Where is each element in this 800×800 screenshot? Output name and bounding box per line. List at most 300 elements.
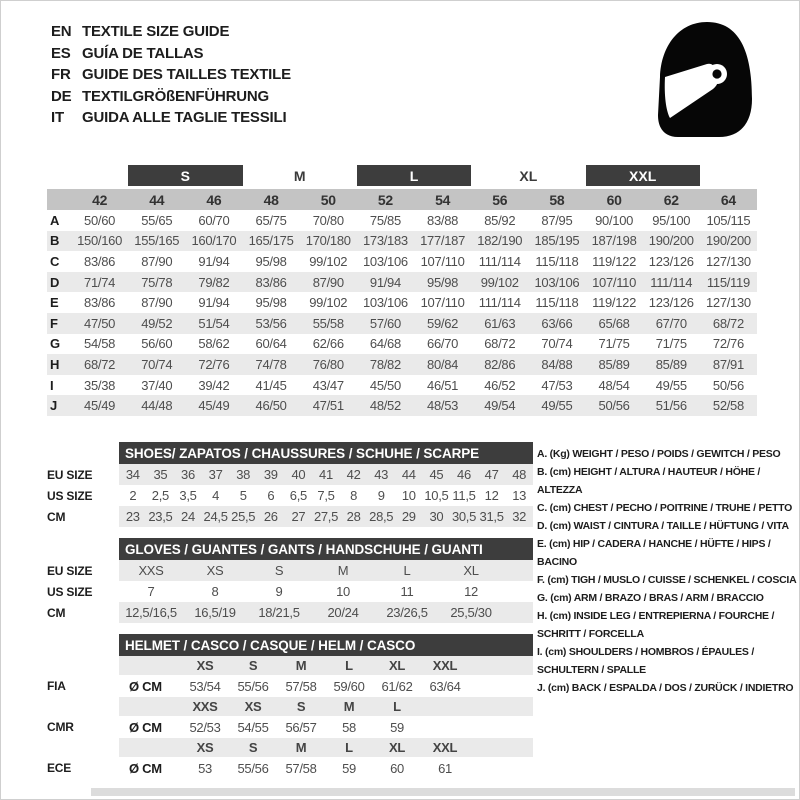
textile-rows [47, 210, 757, 416]
value-cell: 45/49 [198, 398, 230, 414]
value-cell: 72/76 [712, 336, 744, 352]
row-label-spacer [47, 656, 119, 675]
value-cell: 123/126 [648, 253, 694, 269]
value-cell: 57/60 [369, 315, 401, 331]
value-cell: 190/200 [705, 233, 751, 249]
value-cell: 187/198 [591, 233, 637, 249]
value-cell: 58/62 [198, 336, 230, 352]
helmet-sizes [119, 656, 533, 675]
value-cell: 9 [377, 488, 385, 503]
helmet-size-cell: XS [196, 740, 214, 755]
value-cell: 23/26,5 [386, 605, 428, 620]
helmet-size-cell: XL [388, 658, 405, 673]
language-row [51, 64, 291, 86]
value-cell: 31,5 [479, 509, 504, 524]
size-header-cell: 56 [492, 191, 508, 208]
size-header-cell: 50 [320, 191, 336, 208]
shoes-section [47, 442, 533, 527]
row-letter: J [50, 398, 57, 414]
value-cell: 50/56 [712, 377, 744, 393]
value-cell: 11,5 [452, 488, 476, 503]
legend-item: B. (cm) HEIGHT / ALTURA / HAUTEUR / HÖHE / ALTEZZA [537, 466, 761, 496]
value-cell: 65/75 [255, 212, 287, 228]
helmet-size-cell: XS [196, 658, 214, 673]
value-cell: 16,5/19 [194, 605, 236, 620]
helmet-value-cell: 59/60 [333, 678, 365, 694]
helmet-size-row [47, 656, 533, 675]
helmet-size-cell: S [248, 740, 258, 755]
size-group-label: XXL [586, 165, 700, 186]
value-cell: 35/38 [84, 377, 116, 393]
value-cell: 107/110 [420, 253, 465, 269]
row-values [119, 485, 533, 506]
legend-item: E. (cm) HIP / CADERA / HANCHE / HÜFTE / HIPS / BACINO [537, 538, 771, 568]
language-row [51, 107, 291, 129]
value-cell: 4 [212, 488, 220, 503]
value-cell: 38 [236, 467, 251, 482]
language-label: TEXTILE SIZE GUIDE [82, 23, 230, 41]
helmet-values [119, 757, 533, 779]
helmet-section [47, 634, 533, 779]
row-letter: F [50, 315, 58, 331]
value-cell: 44 [401, 467, 416, 482]
value-cell: 71/75 [598, 336, 630, 352]
value-cell: 43 [374, 467, 389, 482]
value-cell: 24,5 [203, 509, 228, 524]
language-label: TEXTILGRÖßENFÜHRUNG [82, 87, 270, 105]
value-cell: 87/91 [712, 356, 744, 372]
value-cell: 27,5 [313, 509, 339, 524]
helmet-size-cell: XXL [432, 740, 458, 755]
helmet-value-cell: 53 [198, 760, 212, 776]
helmet-sizes [119, 738, 533, 757]
value-cell: 12,5/16,5 [125, 605, 177, 620]
row-label: US SIZE [47, 584, 93, 599]
gloves-section [47, 538, 533, 623]
helmet-value-cell: 59 [390, 719, 404, 735]
helmet-value-cell: 63/64 [429, 678, 461, 694]
value-cell: 52/58 [712, 398, 744, 414]
value-cell: 32 [512, 509, 527, 524]
standard-label: ECE [47, 761, 72, 775]
legend-item: H. (cm) INSIDE LEG / ENTREPIERNA / FOURCHE / SCHRITT / FORCELLA [537, 610, 775, 640]
helmet-size-cell: XXS [192, 699, 218, 714]
value-cell: 45/49 [84, 398, 116, 414]
value-cell: 12 [484, 488, 499, 503]
value-cell: 115/118 [535, 253, 579, 269]
value-cell: 28 [346, 509, 361, 524]
helmet-section-title: HELMET / CASCO / CASQUE / HELM / CASCO [119, 634, 533, 656]
diameter-unit: Ø CM [129, 760, 162, 776]
value-cell: 119/122 [592, 295, 637, 311]
value-cell: 54/58 [84, 336, 116, 352]
measurement-row [47, 395, 757, 416]
helmet-value-cell: 61/62 [381, 678, 413, 694]
measurement-row [47, 210, 757, 231]
value-cell: 80/84 [427, 356, 459, 372]
value-cell: 25,5/30 [450, 605, 492, 620]
measurement-row [47, 354, 757, 375]
value-cell: 46/52 [484, 377, 516, 393]
table-header-spacer [47, 634, 119, 656]
row-letter: D [50, 274, 60, 290]
value-cell: 20/24 [327, 605, 359, 620]
value-cell: 115/119 [706, 274, 750, 290]
size-header-cell: 44 [149, 191, 165, 208]
value-cell: 103/106 [362, 295, 408, 311]
value-cell: 75/85 [369, 212, 401, 228]
value-cell: 105/115 [706, 212, 751, 228]
value-cell: 190/200 [648, 233, 694, 249]
helmet-size-row [47, 697, 533, 716]
bottom-gray-bar [91, 788, 795, 796]
value-cell: 6 [267, 488, 275, 503]
row-label-spacer [47, 697, 119, 716]
standard-label: FIA [47, 679, 66, 693]
value-cell: 177/187 [420, 233, 466, 249]
value-cell: 9 [275, 584, 283, 599]
value-cell: 99/102 [309, 253, 348, 269]
value-cell: 47/51 [312, 398, 344, 414]
value-cell: 6,5 [289, 488, 307, 503]
value-cell: 44/48 [141, 398, 173, 414]
helmet-data-row [47, 675, 533, 697]
value-cell: 25,5 [231, 509, 256, 524]
value-cell: 41/45 [255, 377, 287, 393]
language-label: GUIDE DES TAILLES TEXTILE [82, 66, 291, 84]
size-header-cell: 46 [206, 191, 222, 208]
language-row [51, 21, 291, 43]
value-cell: 37/40 [141, 377, 173, 393]
textile-sizes-row [47, 189, 757, 210]
value-cell: 60/70 [198, 212, 230, 228]
size-header-cell: 48 [263, 191, 279, 208]
accessory-tables [47, 442, 533, 779]
value-cell: 103/106 [534, 274, 580, 290]
helmet-data-row [47, 716, 533, 738]
value-cell: 10 [336, 584, 350, 599]
value-cell: 63/66 [541, 315, 573, 331]
value-cell: 111/114 [650, 274, 693, 290]
value-cell: 85/89 [598, 356, 630, 372]
value-cell: 29 [401, 509, 416, 524]
legend [537, 445, 797, 697]
value-cell: 23 [125, 509, 140, 524]
helmet-size-cell: S [248, 658, 258, 673]
value-cell: 115/118 [535, 295, 579, 311]
value-cell: 49/52 [141, 315, 173, 331]
size-header-cell: 60 [606, 191, 622, 208]
value-cell: 48/53 [427, 398, 459, 414]
helmet-sizes [119, 697, 533, 716]
diameter-unit: Ø CM [129, 719, 162, 735]
size-header-cell: 64 [720, 191, 736, 208]
value-cell: 28,5 [369, 509, 394, 524]
measurement-row [47, 251, 757, 272]
value-cell: 27 [291, 509, 306, 524]
value-cell: 35 [153, 467, 168, 482]
helmet-value-cell: 58 [342, 719, 356, 735]
value-cell: 53/56 [255, 315, 287, 331]
row-letter: H [50, 356, 60, 372]
table-header-spacer [47, 442, 119, 464]
language-code: FR [51, 66, 71, 84]
value-cell: 65/68 [598, 315, 630, 331]
value-cell: 62/66 [312, 336, 344, 352]
helmet-value-cell: 56/57 [285, 719, 317, 735]
legend-item: G. (cm) ARM / BRAZO / BRAS / ARM / BRACCIO [537, 592, 764, 604]
value-cell: 123/126 [648, 295, 694, 311]
value-cell: 91/94 [198, 253, 230, 269]
value-cell: 103/106 [362, 253, 408, 269]
measurement-row [47, 272, 757, 293]
standard-label: CMR [47, 720, 74, 734]
legend-item: J. (cm) BACK / ESPALDA / DOS / ZURÜCK / INDIETRO [537, 682, 794, 694]
value-cell: 39 [263, 467, 278, 482]
row-label: EU SIZE [47, 563, 93, 578]
helmet-size-cell: XXL [432, 658, 458, 673]
row-letter: C [50, 253, 60, 269]
value-cell: 46/50 [255, 398, 287, 414]
helmet-size-cell: M [343, 699, 355, 714]
value-cell: 50/60 [84, 212, 116, 228]
helmet-value-cell: 61 [438, 760, 452, 776]
value-cell: 67/70 [655, 315, 687, 331]
row-label: CM [47, 509, 66, 524]
value-cell: 111/114 [478, 253, 521, 269]
size-header-cell: 62 [663, 191, 679, 208]
value-cell: 42 [346, 467, 361, 482]
helmet-data-row [47, 757, 533, 779]
measurement-row [47, 231, 757, 252]
value-cell: 43/47 [312, 377, 344, 393]
helmet-value-cell: 57/58 [285, 678, 317, 694]
value-cell: 95/98 [255, 295, 287, 311]
value-cell: 26 [263, 509, 278, 524]
value-cell: 182/190 [477, 233, 523, 249]
value-cell: 71/75 [655, 336, 687, 352]
row-values [119, 506, 533, 527]
value-cell: 18/21,5 [258, 605, 300, 620]
value-cell: XL [463, 563, 479, 578]
table-row [47, 560, 533, 581]
value-cell: 56/60 [141, 336, 173, 352]
value-cell: 48/54 [598, 377, 630, 393]
value-cell: 95/98 [427, 274, 459, 290]
value-cell: 46 [457, 467, 471, 482]
size-header-cell: 42 [92, 191, 108, 208]
size-group-label: L [357, 165, 471, 186]
size-group-label: S [128, 165, 242, 186]
value-cell: 87/90 [312, 274, 344, 290]
legend-item: A. (Kg) WEIGHT / PESO / POIDS / GEWITCH / PESO [537, 448, 781, 460]
value-cell: 8 [211, 584, 219, 599]
value-cell: 68/72 [84, 356, 116, 372]
value-cell: S [274, 563, 284, 578]
value-cell: 49/54 [484, 398, 516, 414]
row-letter: B [50, 233, 60, 249]
row-label-spacer [47, 738, 119, 757]
value-cell: 10 [401, 488, 416, 503]
value-cell: 47/50 [84, 315, 116, 331]
row-label: CM [47, 605, 66, 620]
value-cell: 64/68 [369, 336, 401, 352]
language-code: IT [51, 109, 64, 127]
value-cell: 30,5 [451, 509, 477, 524]
helmet-size-cell: XL [388, 740, 405, 755]
helmet-size-row [47, 738, 533, 757]
measurement-row [47, 334, 757, 355]
value-cell: 150/160 [77, 233, 123, 249]
value-cell: 48/52 [369, 398, 401, 414]
textile-group-row [47, 165, 757, 189]
table-row [47, 581, 533, 602]
language-label: GUIDA ALLE TAGLIE TESSILI [82, 109, 287, 127]
value-cell: 46/51 [427, 377, 459, 393]
value-cell: 51/56 [655, 398, 687, 414]
language-list [51, 21, 291, 129]
helmet-size-cell: L [345, 740, 353, 755]
table-row [47, 464, 533, 485]
value-cell: 11 [400, 584, 414, 599]
row-letter: A [50, 212, 60, 228]
value-cell: 50/56 [598, 398, 630, 414]
helmet-value-cell: 60 [390, 760, 404, 776]
value-cell: 127/130 [705, 295, 751, 311]
value-cell: 71/74 [84, 274, 116, 290]
value-cell: 47/53 [541, 377, 573, 393]
value-cell: XXS [138, 563, 164, 578]
helmet-value-cell: 55/56 [237, 678, 269, 694]
helmet-values [119, 675, 533, 697]
value-cell: L [403, 563, 411, 578]
value-cell: 76/80 [312, 356, 344, 372]
size-header-cell: 52 [377, 191, 393, 208]
value-cell: 160/170 [191, 233, 237, 249]
language-code: ES [51, 44, 71, 62]
racing-helmet-svg [653, 19, 757, 141]
value-cell: 36 [181, 467, 195, 482]
value-cell: 23,5 [148, 509, 173, 524]
helmet-value-cell: 57/58 [285, 760, 317, 776]
value-cell: 72/76 [198, 356, 230, 372]
value-cell: 2,5 [151, 488, 169, 503]
value-cell: 75/78 [141, 274, 173, 290]
legend-item: D. (cm) WAIST / CINTURA / TAILLE / HÜFTUNG / VITA [537, 520, 789, 532]
value-cell: 111/114 [478, 295, 521, 311]
value-cell: 7,5 [317, 488, 335, 503]
value-cell: 90/100 [595, 212, 634, 228]
measurement-row [47, 375, 757, 396]
helmet-value-cell: 52/53 [189, 719, 221, 735]
value-cell: 60/64 [255, 336, 287, 352]
value-cell: 95/100 [652, 212, 691, 228]
value-cell: 48 [512, 467, 527, 482]
helmet-size-cell: M [295, 740, 307, 755]
helmet-size-cell: M [295, 658, 307, 673]
value-cell: 49/55 [541, 398, 573, 414]
value-cell: 91/94 [369, 274, 401, 290]
value-cell: 37 [208, 467, 223, 482]
value-cell: 47 [484, 467, 499, 482]
value-cell: 99/102 [309, 295, 348, 311]
language-code: EN [51, 23, 72, 41]
value-cell: 165/175 [248, 233, 294, 249]
row-values [119, 464, 533, 485]
value-cell: 24 [181, 509, 195, 524]
value-cell: 70/74 [541, 336, 573, 352]
helmet-value-cell: 53/54 [189, 678, 221, 694]
size-header-cell: 58 [549, 191, 565, 208]
textile-size-table [47, 165, 757, 416]
helmet-value-cell: 54/55 [237, 719, 269, 735]
value-cell: 119/122 [592, 253, 637, 269]
language-label: GUÍA DE TALLAS [82, 44, 204, 62]
value-cell: 45 [429, 467, 444, 482]
value-cell: 74/78 [255, 356, 287, 372]
language-row [51, 86, 291, 108]
value-cell: 87/90 [141, 295, 173, 311]
value-cell: 87/95 [541, 212, 573, 228]
value-cell: 83/88 [427, 212, 459, 228]
value-cell: 84/88 [541, 356, 573, 372]
legend-item: C. (cm) CHEST / PECHO / POITRINE / TRUHE / PETTO [537, 502, 793, 514]
value-cell: 13 [512, 488, 527, 503]
value-cell: 83/86 [84, 295, 116, 311]
value-cell: 61/63 [484, 315, 516, 331]
language-code: DE [51, 87, 72, 105]
value-cell: 2 [129, 488, 137, 503]
value-cell: M [337, 563, 349, 578]
legend-item: F. (cm) TIGH / MUSLO / CUISSE / SCHENKEL / COSCIA [537, 574, 797, 586]
value-cell: 3,5 [179, 488, 197, 503]
row-label: EU SIZE [47, 467, 93, 482]
row-letter: I [50, 377, 54, 393]
value-cell: 99/102 [480, 274, 519, 290]
value-cell: 55/58 [312, 315, 344, 331]
value-cell: 8 [350, 488, 358, 503]
helmet-size-cell: XS [244, 699, 262, 714]
value-cell: 7 [147, 584, 155, 599]
table-header-row [47, 442, 533, 464]
value-cell: 83/86 [255, 274, 287, 290]
value-cell: 78/82 [369, 356, 401, 372]
row-letter: E [50, 295, 59, 311]
row-values [119, 560, 533, 581]
value-cell: 68/72 [712, 315, 744, 331]
helmet-value-cell: 59 [342, 760, 356, 776]
value-cell: 82/86 [484, 356, 516, 372]
value-cell: 185/195 [534, 233, 580, 249]
value-cell: 12 [464, 584, 478, 599]
value-cell: 68/72 [484, 336, 516, 352]
size-group-label: M [293, 167, 306, 184]
table-header-row [47, 634, 533, 656]
value-cell: 170/180 [305, 233, 351, 249]
helmet-size-cell: S [296, 699, 306, 714]
value-cell: 51/54 [198, 315, 230, 331]
size-header-cell: 54 [435, 191, 451, 208]
value-cell: 39/42 [198, 377, 230, 393]
value-cell: 45/50 [369, 377, 401, 393]
value-cell: 85/89 [655, 356, 687, 372]
value-cell: 107/110 [420, 295, 465, 311]
value-cell: 87/90 [141, 253, 173, 269]
table-row [47, 602, 533, 623]
shoes-section-title: SHOES/ ZAPATOS / CHAUSSURES / SCHUHE / SCARPE [119, 442, 533, 464]
row-label: US SIZE [47, 488, 93, 503]
helmet-size-cell: L [393, 699, 401, 714]
